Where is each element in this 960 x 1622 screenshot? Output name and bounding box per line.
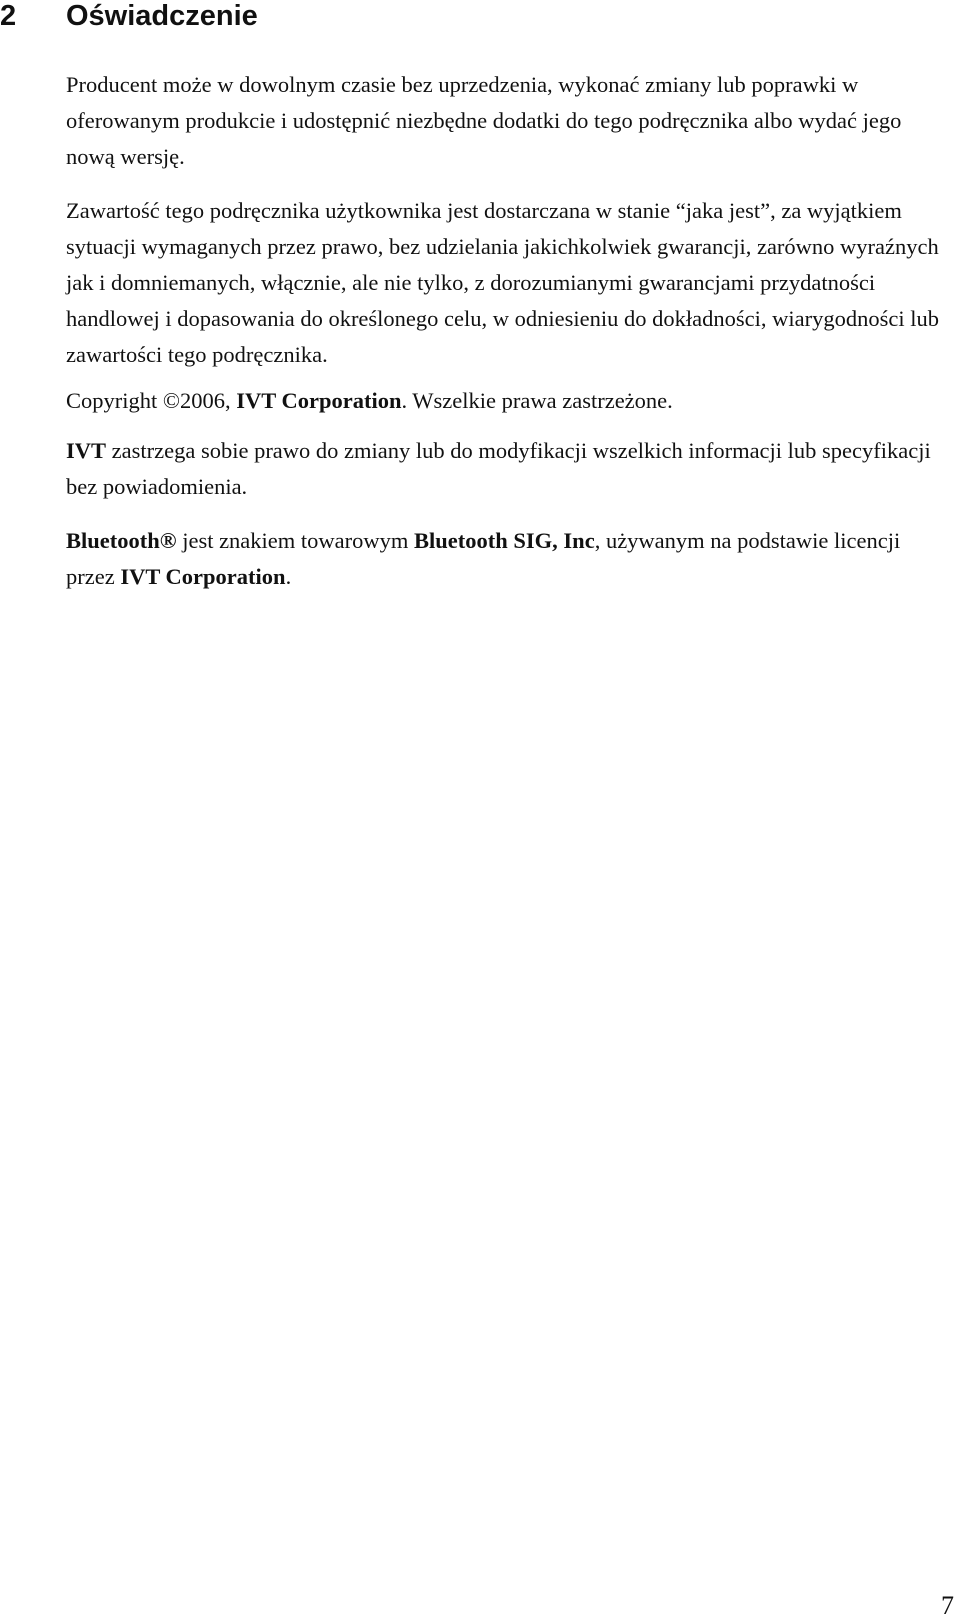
paragraph-bluetooth-trademark (66, 523, 946, 595)
bluetooth-licensee: IVT Corporation (120, 564, 286, 589)
paragraph-copyright (66, 383, 946, 419)
paragraph-ivt-rights (66, 433, 946, 505)
paragraph-changes-notice: Producent może w dowolnym czasie bez uprzedzenia, wykonać zmiany lub poprawki w oferowanym produkcie i udostępnić niezbędne dodatki do tego podręcznika albo wydać jego nową wersję. (66, 72, 902, 169)
paragraph-warranty-disclaimer: Zawartość tego podręcznika użytkownika jest dostarczana w stanie “jaka jest”, za wyjątkiem sytuacji wymaganych przez prawo, bez udzielania jakichkolwiek gwarancji, zarówno wyraźnych jak i domniemanych, włącznie, ale nie tylko, z dorozumianymi gwarancjami przydatności handlowej i dopasowania do określonego celu, w odniesieniu do dokładności, wiarygodności lub zawartości tego podręcznika. (66, 198, 939, 367)
bluetooth-text-1: jest znakiem towarowym (176, 528, 415, 553)
document-body (66, 67, 946, 609)
copyright-suffix: . Wszelkie prawa zastrzeżone. (401, 388, 673, 413)
copyright-prefix: Copyright ©2006, (66, 388, 237, 413)
ivt-rights-text: zastrzega sobie prawo do zmiany lub do modyfikacji wszelkich informacji lub specyfikacji bez powiadomienia. (66, 438, 931, 499)
section-number: 2 (0, 0, 17, 32)
section-title: Oświadczenie (66, 0, 258, 32)
bluetooth-end: . (285, 564, 292, 589)
bluetooth-brand: Bluetooth® (66, 528, 177, 553)
section-heading (0, 0, 920, 34)
bluetooth-text-2: , używanym na podstawie licencji przez (66, 528, 901, 589)
ivt-company: IVT (66, 438, 107, 463)
copyright-company: IVT Corporation (236, 388, 402, 413)
bluetooth-sig: Bluetooth SIG, Inc (414, 528, 595, 553)
page-number: 7 (941, 1591, 954, 1620)
